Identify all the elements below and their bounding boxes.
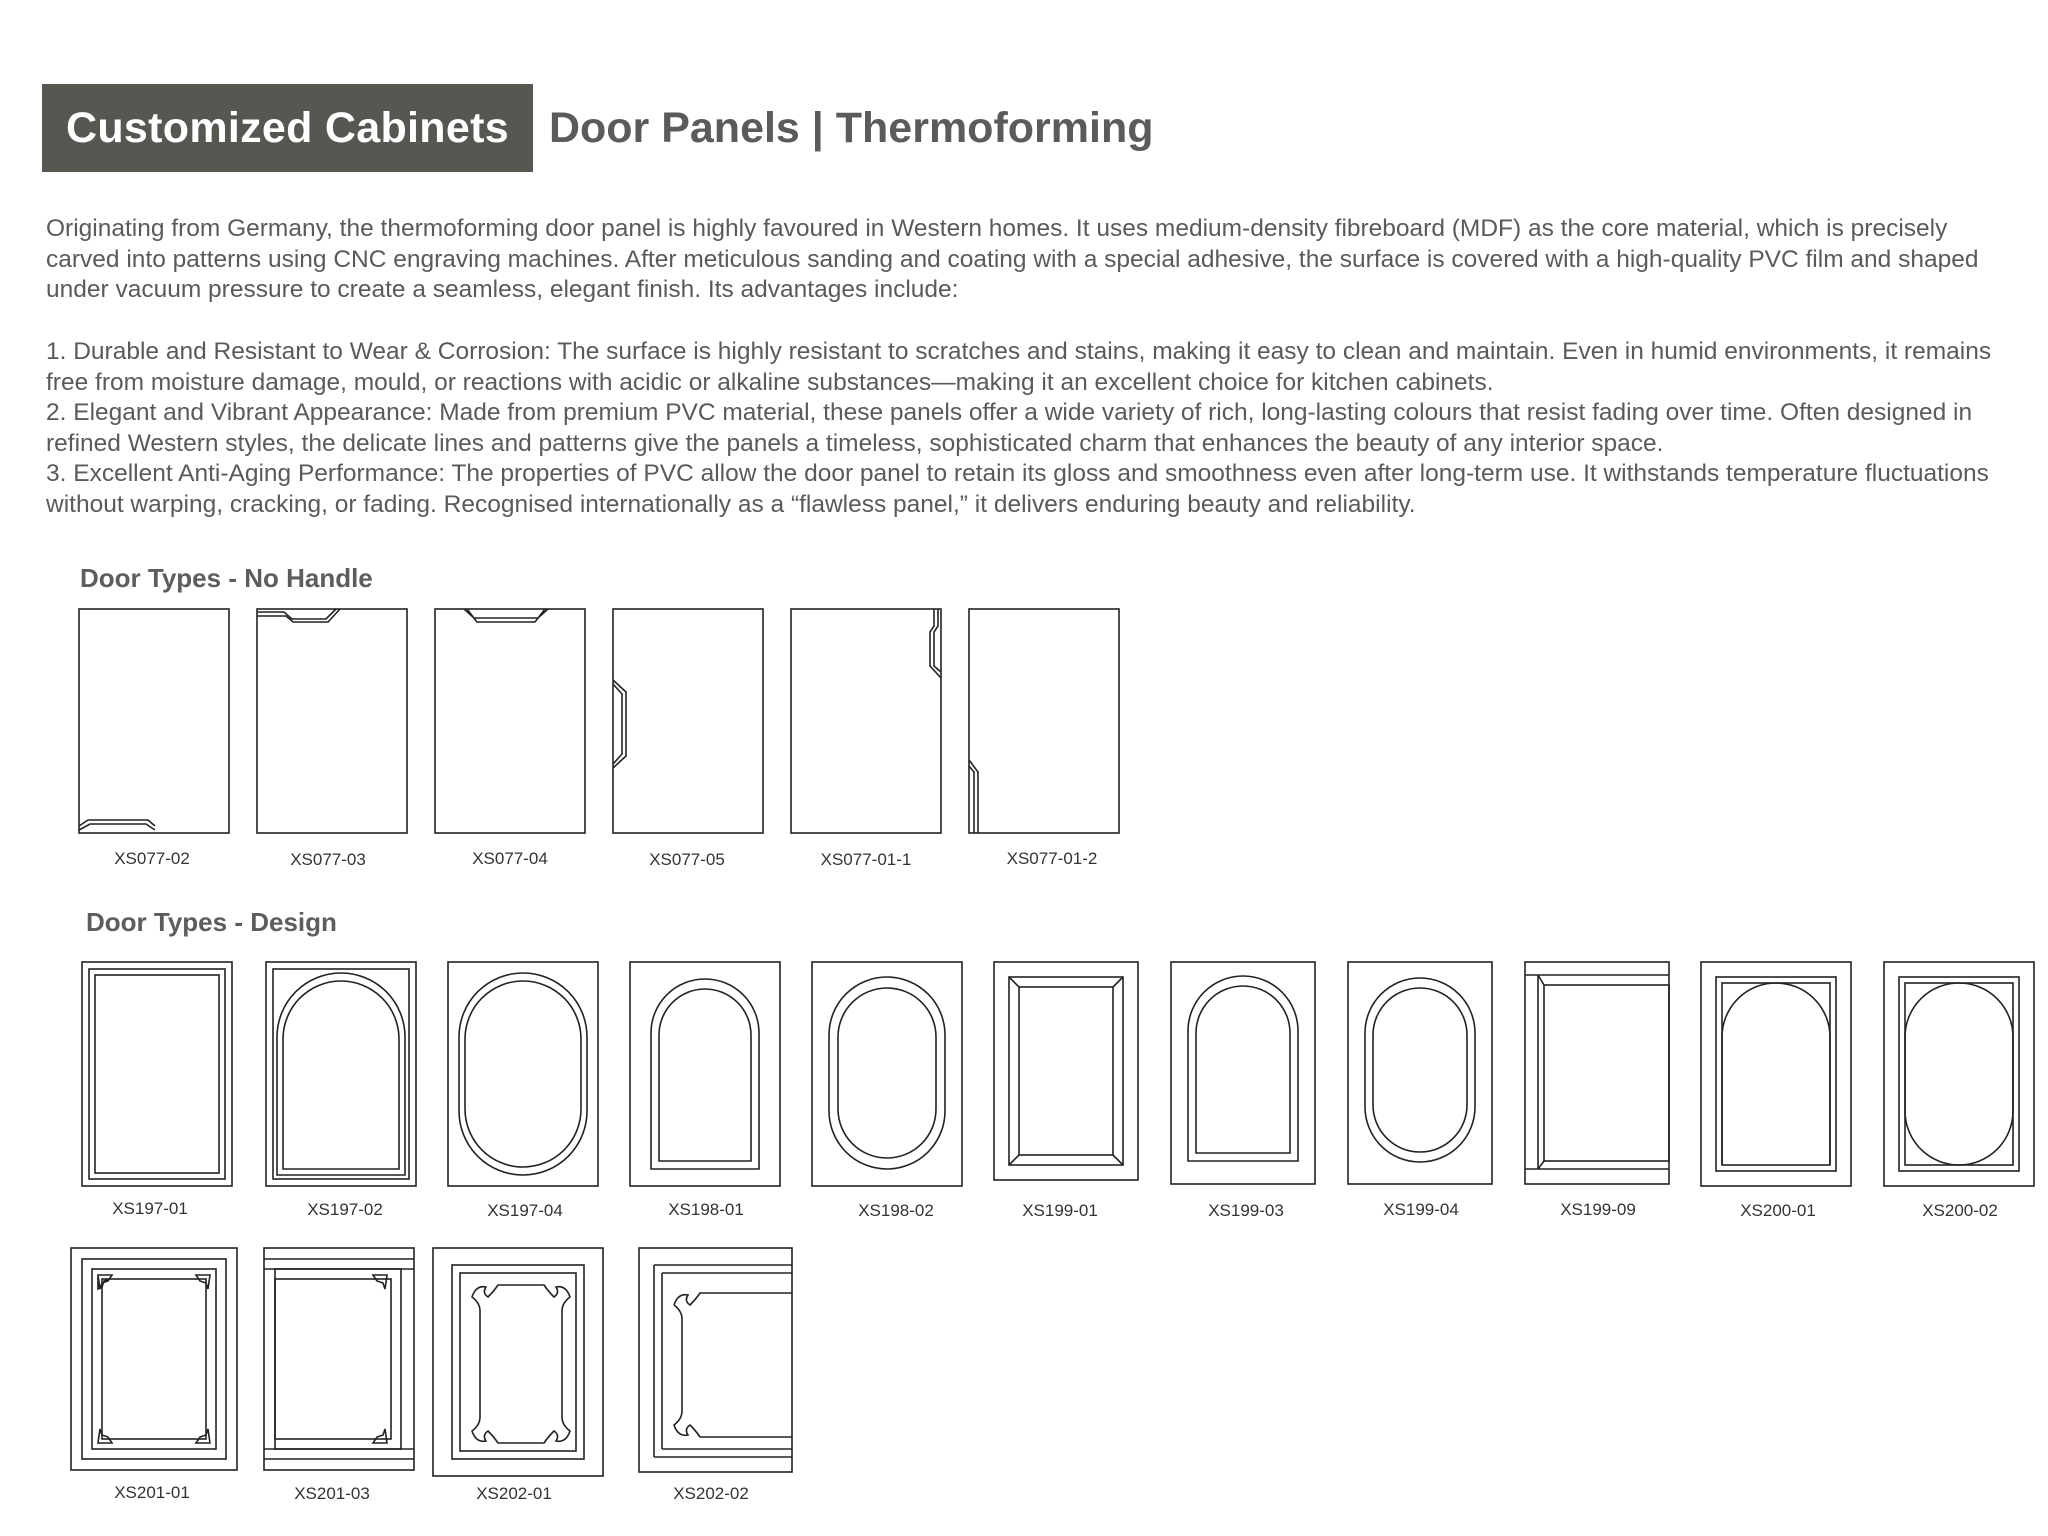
door-panel-xs201-01 (70, 1247, 238, 1471)
door-label: XS199-04 (1383, 1200, 1459, 1219)
no-handle-section-title: Door Types - No Handle (80, 563, 373, 593)
door-label: XS198-02 (858, 1201, 934, 1220)
design-section-title: Door Types - Design (86, 907, 337, 937)
door-label: XS201-03 (294, 1484, 370, 1503)
intro-paragraph (46, 214, 2026, 306)
door-label: XS199-09 (1560, 1200, 1636, 1219)
door-panel-xs077-01-1 (790, 608, 942, 834)
door-panel-xs202-02 (638, 1247, 793, 1473)
door-label: XS202-02 (673, 1484, 749, 1503)
advantage-item: 1. Durable and Resistant to Wear & Corrosion: The surface is highly resistant to scratches and stains, making it easy to clean and maintain. Even in humid environments, it remains free from moisture damage, mould, or reactions with acidic or alkaline substances—making it an excellent choice for kitchen cabinets. (46, 338, 1992, 396)
door-label: XS077-01-1 (820, 850, 912, 869)
advantages-list (46, 337, 2036, 521)
door-panel-xs199-09 (1524, 961, 1670, 1185)
door-panel-xs200-02 (1883, 961, 2035, 1187)
intro-text: Originating from Germany, the thermoforming door panel is highly favoured in Western homes. It uses medium-density fibreboard (MDF) as the core material, which is precisely carved into patterns using CNC engraving machines. After meticulous sanding and coating with a special adhesive, the surface is covered with a high-quality PVC film and shaped under vacuum pressure to create a seamless, elegant finish. Its advantages include: (46, 215, 1979, 304)
advantage-item: 3. Excellent Anti-Aging Performance: The properties of PVC allow the door panel to retain its gloss and smoothness even after long-term use. It withstands temperature fluctuations without warping, cracking, or fading. Recognised internationally as a “flawless panel,” it delivers enduring beauty and reliability. (46, 460, 1989, 518)
door-panel-xs077-02 (78, 608, 230, 834)
header-badge: Customized Cabinets (42, 84, 533, 172)
door-panel-xs202-01 (432, 1247, 604, 1477)
door-panel-xs077-03 (256, 608, 408, 834)
door-label: XS077-01-2 (1006, 849, 1098, 868)
door-panel-xs077-04 (434, 608, 586, 834)
door-label: XS200-02 (1922, 1201, 1998, 1220)
door-panel-xs077-05 (612, 608, 764, 834)
door-panel-xs199-04 (1347, 961, 1493, 1185)
door-label: XS077-05 (649, 850, 725, 869)
door-label: XS197-04 (487, 1201, 563, 1220)
door-label: XS201-01 (114, 1483, 190, 1502)
door-label: XS199-03 (1208, 1201, 1284, 1220)
door-panel-xs077-01-2 (968, 608, 1120, 834)
door-label: XS199-01 (1022, 1201, 1098, 1220)
door-label: XS077-04 (472, 849, 548, 868)
header-subtitle: Door Panels | Thermoforming (548, 103, 1154, 152)
advantage-item: 2. Elegant and Vibrant Appearance: Made from premium PVC material, these panels offer a wide variety of rich, long-lasting colours that resist fading over time. Often designed in refined Western styles, the delicate lines and patterns give the panels a timeless, sophisticated charm that enhances the beauty of any interior space. (46, 399, 1973, 457)
door-panel-xs199-03 (1170, 961, 1316, 1185)
door-label: XS202-01 (476, 1484, 552, 1503)
door-label: XS077-03 (290, 850, 366, 869)
page-header (42, 84, 1153, 172)
door-panel-xs201-03 (263, 1247, 415, 1471)
door-label: XS077-02 (114, 849, 190, 868)
door-label: XS197-02 (307, 1200, 383, 1219)
door-panel-xs198-01 (629, 961, 781, 1187)
door-label: XS197-01 (112, 1199, 188, 1218)
door-panel-xs197-02 (265, 961, 417, 1187)
door-panel-xs200-01 (1700, 961, 1852, 1187)
door-label: XS198-01 (668, 1200, 744, 1219)
door-panel-xs198-02 (811, 961, 963, 1187)
door-label: XS200-01 (1740, 1201, 1816, 1220)
door-panel-xs197-04 (447, 961, 599, 1187)
door-panel-xs197-01 (81, 961, 233, 1187)
door-panel-xs199-01 (993, 961, 1139, 1181)
